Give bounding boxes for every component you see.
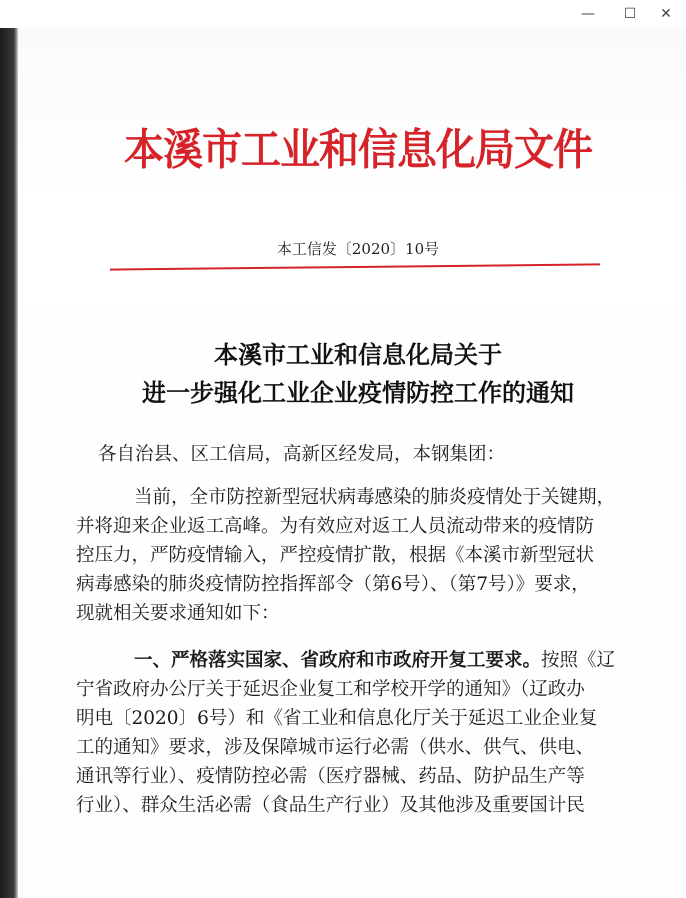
document-title: [98, 336, 618, 412]
paragraph-first-line-rest: 按照《辽: [541, 650, 616, 671]
minimize-icon[interactable]: —: [581, 6, 595, 22]
paper-sheet: [18, 28, 686, 898]
paragraph-line: 行业）、群众生活必需（食品生产行业）及其他涉及重要国计民: [76, 795, 585, 816]
paragraph-2: [76, 646, 686, 820]
paragraph-line: 病毒感染的肺炎疫情防控指挥部令（第6号）、（第7号）》要求，: [76, 574, 590, 595]
title-line-1: 本溪市工业和信息化局关于: [214, 340, 502, 369]
document-header: 本溪市工业和信息化局文件: [124, 124, 592, 176]
paragraph-line: 宁省政府办公厅关于延迟企业复工和学校开学的通知》（辽政办: [76, 679, 585, 700]
paragraph-1: [76, 483, 686, 628]
red-divider-line: [110, 263, 600, 270]
salutation: [98, 440, 686, 469]
title-line-2: 进一步强化工业企业疫情防控工作的通知: [142, 378, 574, 407]
paragraph-line: 通讯等行业）、疫情防控必需（医疗器械、药品、防护品生产等: [76, 766, 585, 787]
paragraph-line: 现就相关要求通知如下：: [76, 603, 280, 624]
paragraph-line: 当前，全市防控新型冠状病毒感染的肺炎疫情处于关键期，: [134, 487, 616, 508]
paragraph-line: 控压力，严防疫情输入，严控疫情扩散，根据《本溪市新型冠状: [76, 545, 595, 566]
section-heading: 一、严格落实国家、省政府和市政府开复工要求。: [134, 650, 542, 671]
salutation-text: 各自治县、区工信局，高新区经发局，本钢集团：: [98, 444, 506, 465]
maximize-icon[interactable]: ☐: [623, 6, 637, 22]
close-icon[interactable]: ✕: [660, 6, 672, 22]
paragraph-line: 并将迎来企业返工高峰。为有效应对返工人员流动带来的疫情防: [76, 516, 595, 537]
paragraph-line: 明电〔2020〕6号）和《省工业和信息化厅关于延迟工业企业复: [76, 708, 598, 729]
paragraph-line: 工的通知》要求，涉及保障城市运行必需（供水、供气、供电、: [76, 737, 595, 758]
document-photo: [0, 28, 686, 898]
paragraph-first-line: [76, 646, 686, 675]
document-number: 本工信发〔2020〕10号: [276, 240, 440, 258]
title-bar: [0, 0, 686, 28]
